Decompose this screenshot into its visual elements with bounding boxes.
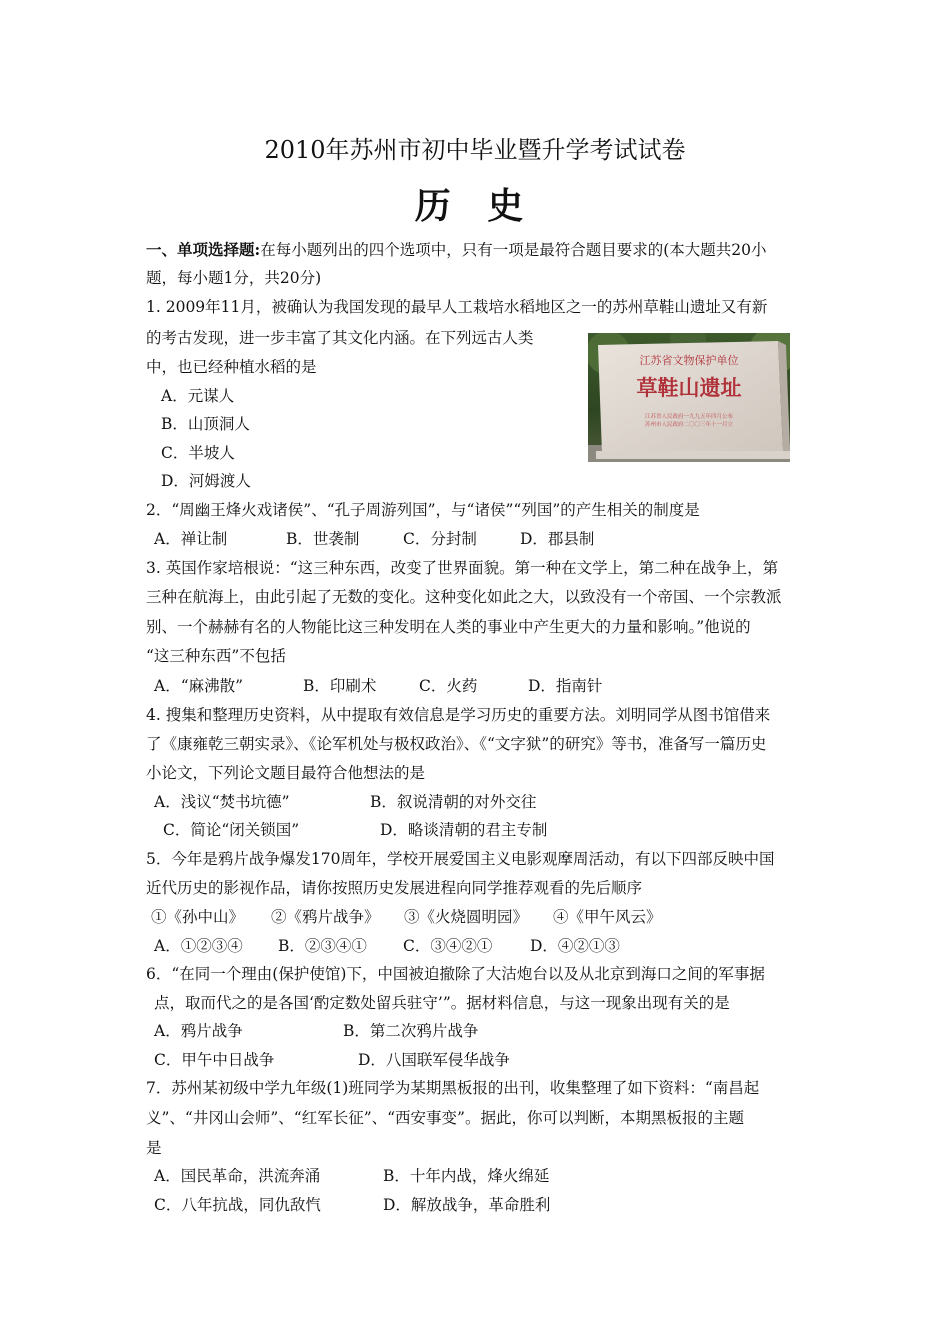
question-3-option-c: C．火药	[419, 677, 478, 695]
question-5-option-a: A．①②③④	[154, 937, 243, 955]
question-7-option-b: B．十年内战，烽火绵延	[383, 1167, 550, 1185]
question-5-option-b: B．②③④①	[278, 937, 367, 955]
question-7-line-2: 义”、“井冈山会师”、“红军长征”、“西安事变”。据此，你可以判断，本期黑板报的主题	[146, 1109, 744, 1127]
question-5-option-d: D．④②①③	[530, 937, 620, 955]
question-4-option-c: C．简论“闭关锁国”	[163, 821, 300, 839]
question-4-line-3: 小论文，下列论文题目最符合他想法的是	[146, 764, 426, 782]
question-6-line-1: 6．“在同一个理由(保护使馆)下，中国被迫撤除了大沽炮台以及从北京到海口之间的军事据	[146, 965, 765, 983]
question-7-line-3: 是	[146, 1139, 162, 1157]
question-4-line-2: 了《康雍乾三朝实录》、《论军机处与极权政治》、《“文字狱”的研究》等书，准备写一篇历史	[146, 735, 767, 753]
section-heading: 一、单项选择题:	[146, 240, 261, 259]
question-3-line-4: “这三种东西”不包括	[146, 647, 286, 665]
question-3-option-b: B．印刷术	[303, 677, 377, 695]
question-7-option-d: D．解放战争，革命胜利	[383, 1196, 551, 1214]
question-1-option-b: B．山顶洞人	[161, 415, 250, 433]
question-2-option-b: B．世袭制	[286, 530, 360, 548]
question-4-option-d: D．略谈清朝的君主专制	[380, 821, 548, 839]
sign-small-text-2: 苏州市人民政府二〇〇三年十一月立	[644, 422, 734, 428]
question-4-option-b: B．叙说清朝的对外交往	[370, 793, 537, 811]
question-3-line-3: 别、一个赫赫有名的人物能比这三种发明在人类的事业中产生更大的力量和影响。”他说的	[146, 618, 751, 636]
question-5-film-3: ③《火烧圆明园》	[404, 908, 529, 926]
question-1-line-3: 中，也已经种植水稻的是	[146, 358, 317, 376]
question-5-film-4: ④《甲午风云》	[553, 908, 662, 926]
question-4-option-a: A．浅议“焚书坑德”	[154, 793, 290, 811]
question-6-option-d: D．八国联军侵华战争	[358, 1051, 510, 1069]
section-intro-text: 在每小题列出的四个选项中，只有一项是最符合题目要求的(本大题共20小	[260, 241, 767, 259]
question-4-line-1: 4. 搜集和整理历史资料，从中提取有效信息是学习历史的重要方法。刘明同学从图书馆借来	[146, 706, 771, 724]
question-3-option-a: A．“麻沸散”	[154, 677, 244, 695]
section-intro-line	[146, 240, 767, 260]
question-5-line-1: 5．今年是鸦片战争爆发170周年，学校开展爱国主义电影观摩周活动，有以下四部反映中国	[146, 850, 775, 868]
question-1-line-1: 1. 2009年11月，被确认为我国发现的最早人工栽培水稻地区之一的苏州草鞋山遗址又有新	[146, 298, 768, 316]
question-7-option-c: C．八年抗战，同仇敌忾	[154, 1196, 321, 1214]
question-6-option-a: A．鸦片战争	[154, 1022, 243, 1040]
sign-top-text: 江苏省文物保护单位	[639, 354, 739, 367]
question-7-option-a: A．国民革命，洪流奔涌	[154, 1167, 321, 1185]
question-1-line-2: 的考古发现，进一步丰富了其文化内涵。在下列远古人类	[146, 329, 534, 347]
sign-small-text-1: 江苏省人民政府一九九五年四月公布	[644, 414, 734, 420]
question-3-line-1: 3. 英国作家培根说：“这三种东西，改变了世界面貌。第一种在文学上，第二种在战争上，第	[146, 559, 779, 577]
question-1-option-a: A．元谋人	[161, 387, 235, 405]
question-5-line-2: 近代历史的影视作品，请你按照历史发展进程向同学推荐观看的先后顺序	[146, 879, 643, 897]
question-3-option-d: D．指南针	[528, 677, 603, 695]
section-intro-line-2: 题，每小题1分，共20分)	[146, 269, 322, 287]
question-2-line-1: 2．“周幽王烽火戏诸侯”、“孔子周游列国”，与“诸侯”“列国”的产生相关的制度是	[146, 501, 700, 519]
question-3-line-2: 三种在航海上，由此引起了无数的变化。这种变化如此之大，以致没有一个帝国、一个宗教派	[146, 588, 782, 606]
question-5-film-1: ①《孙中山》	[151, 908, 245, 926]
exam-title: 2010年苏州市初中毕业暨升学考试试卷	[264, 136, 686, 164]
question-1-option-d: D．河姆渡人	[161, 472, 251, 490]
sign-main-text: 草鞋山遗址	[636, 375, 742, 400]
subject-heading: 历 史	[414, 185, 536, 227]
question-5-film-2: ②《鸦片战争》	[271, 908, 380, 926]
question-7-line-1: 7．苏州某初级中学九年级(1)班同学为某期黑板报的出刊，收集整理了如下资料：“南昌起	[146, 1079, 760, 1097]
question-2-option-d: D．郡县制	[520, 530, 595, 548]
question-6-option-b: B．第二次鸦片战争	[343, 1022, 479, 1040]
question-2-option-a: A．禅让制	[154, 530, 228, 548]
caoxieshan-site-photo	[588, 333, 790, 462]
question-6-option-c: C．甲午中日战争	[154, 1051, 275, 1069]
question-1-option-c: C．半坡人	[161, 444, 235, 462]
question-5-option-c: C．③④②①	[403, 937, 493, 955]
question-2-option-c: C．分封制	[403, 530, 477, 548]
question-6-line-2: 点，取而代之的是各国‘酌定数处留兵驻守’”。据材料信息，与这一现象出现有关的是	[154, 994, 730, 1012]
